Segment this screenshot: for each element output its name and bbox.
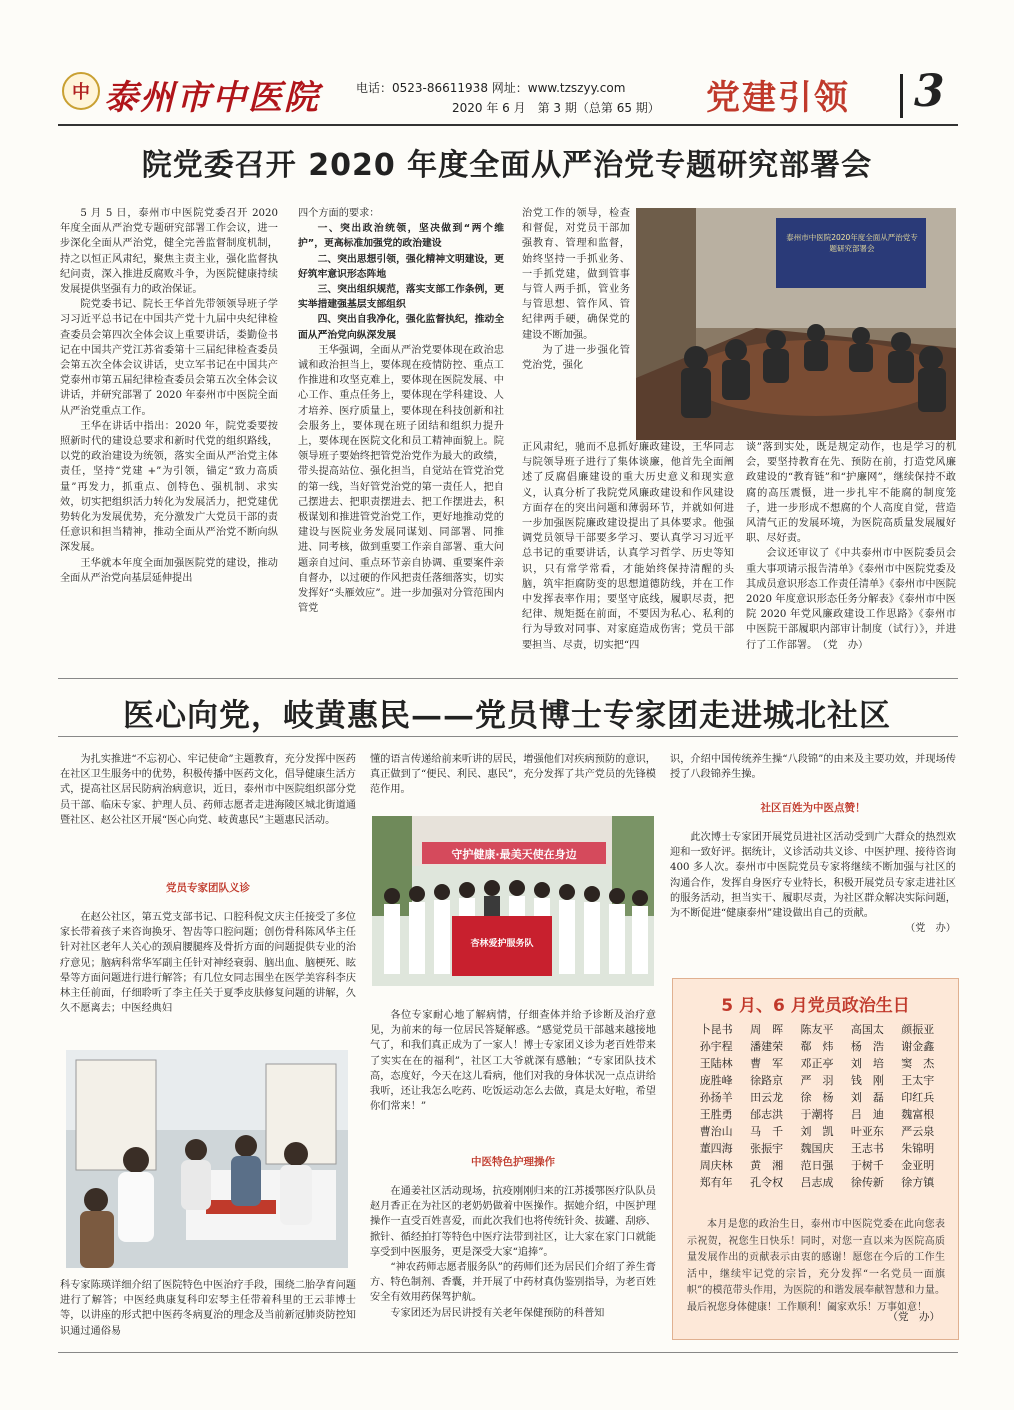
birthday-name: 朱锦明 bbox=[901, 1142, 935, 1155]
subhead-expert-clinic: 党员专家团队义诊 bbox=[166, 882, 250, 894]
clinic-photo-illustration bbox=[66, 1050, 348, 1268]
birthday-byline: （党 办） bbox=[887, 1311, 940, 1323]
birthday-name: 曹治山 bbox=[699, 1125, 733, 1138]
paragraph: 王华强调，全面从严治党要体现在政治忠诚和政治担当上，要体现在疫情防控、重点工作推进和攻坚克难上，要体现在医院发展、中心工作、重点任务上，要体现在学科建设、人才培养、医疗质量上，要体现在科技创新和社会服务上，要体现在班子团结和组织力提升上，要体现在医院文化和员工精神面貌上。院领导班子要始终把管党治党作为最大的政绩，带头提高站位、强化担当，自觉站在管党治党的第一线，当好管党治党的第一责任人，把自己摆进去、把职责摆进去、把工作摆进去，积极谋划和推进管党治党工作，更好地推动党的建设与医院业务发展同谋划、同部署、同推进、同考核，做到重要工作亲自部署、重大问题亲自过问、重点环节亲自协调、重要案件亲自督办，以过硬的作风把责任落细落实，切实发挥好“头雁效应”。进一步加强对分管范围内管党 bbox=[298, 344, 504, 615]
birthday-name: 王太宇 bbox=[901, 1074, 935, 1087]
birthday-name: 金亚明 bbox=[901, 1159, 935, 1172]
birthday-name: 潘建荣 bbox=[750, 1040, 784, 1053]
birthday-name: 印红兵 bbox=[901, 1091, 935, 1104]
paragraph: 为了进一步强化管党治党，强化 bbox=[522, 344, 630, 372]
requirement-2: 二、突出思想引领，强化精神文明建设，更好筑牢意识形态阵地 bbox=[298, 253, 504, 280]
logo-char: 中 bbox=[72, 82, 90, 103]
birthday-name: 刘 凯 bbox=[800, 1125, 834, 1138]
paragraph: 在赵公社区，第五党支部书记、口腔科倪文庆主任接受了多位家长带着孩子来咨询换牙、智齿等口腔问题；创伤骨科陈风华主任针对社区老年人关心的颈肩腰腿疼及骨折方面的问题提供专业的治疗意见；脑病科常华军副主任针对神经衰弱、脑出血、脑梗死、眩晕等方面问题进行进行解答；有几位女同志围坐在医学美容科李庆林主任前面，仔细聆听了李主任关于夏季皮肤修复问题的讲解，久久不愿离去；中医经典妇 bbox=[60, 912, 356, 1015]
birthday-name: 邓正亭 bbox=[800, 1057, 834, 1070]
birthday-name: 周庆林 bbox=[699, 1159, 733, 1172]
birthday-name: 庞胜峰 bbox=[699, 1074, 733, 1087]
birthday-name: 高国太 bbox=[850, 1023, 884, 1036]
article1-col2 bbox=[298, 206, 504, 672]
article2-sub3-text bbox=[670, 830, 956, 968]
paragraph: 此次博士专家团开展党员进社区活动受到广大群众的热烈欢迎和一致好评。据统计，义诊活动共义诊、中医护理、接待咨询 400 多人次。泰州市中医院党员专家将继续不断加强与社区的沟通合作，发挥自身医疗专业特长，积极开展党员专家走进社区的服务活动，担当实干、履职尽责，为社区群众解决实际问题，为不断促进“健康泰州”建设做出自己的贡献。 bbox=[670, 832, 956, 920]
paragraph: 会议还审议了《中共泰州市中医院委员会重大事项请示报告清单》《泰州市中医院党委及其成员意识形态工作责任清单》《泰州市中医院 2020 年度意识形态任务分解表》《泰州市中医院 2020 年党风廉政建设工作思路》《泰州市中医院干部履职内部审计制度（试行）》，并进行了工作部署。 （党 办） bbox=[746, 548, 956, 651]
birthday-name: 曹 军 bbox=[750, 1057, 784, 1070]
article2-col2-top bbox=[370, 752, 656, 814]
volunteer-group-photo bbox=[372, 816, 654, 986]
article1-col1 bbox=[60, 206, 278, 672]
article2-col3-top bbox=[670, 752, 956, 786]
paragraph: 懂的语言传递给前来听讲的居民，增强他们对疾病预防的意识，真正做到了“便民、利民、惠民”，充分发挥了共产党员的先锋模范作用。 bbox=[370, 754, 656, 796]
article2-title: 医心向党，岐黄惠民——党员博士专家团走进城北社区 bbox=[123, 698, 891, 734]
volunteer-banner-text: 守护健康·最美天使在身边 bbox=[451, 848, 577, 861]
birthday-name: 王志书 bbox=[850, 1142, 884, 1155]
article2-sub2-text bbox=[370, 1184, 656, 1344]
paragraph: 专家团还为居民讲授有关老年保健预防的科普知 bbox=[390, 1307, 605, 1319]
birthday-name: 杨 浩 bbox=[850, 1040, 884, 1053]
requirement-4: 四、突出自我净化，强化监督执纪，推动全面从严治党向纵深发展 bbox=[298, 314, 504, 341]
section-title: 党建引领 bbox=[706, 78, 850, 118]
clinic-photo bbox=[66, 1050, 348, 1268]
birthday-name: 吕志成 bbox=[800, 1176, 834, 1189]
subhead-community-praise: 社区百姓为中医点赞！ bbox=[760, 802, 866, 814]
birthday-name: 王陆林 bbox=[699, 1057, 733, 1070]
article2-sub1-text bbox=[60, 910, 356, 1046]
hospital-logo bbox=[62, 72, 100, 110]
birthday-name: 谢金鑫 bbox=[901, 1040, 935, 1053]
birthday-name: 徐路京 bbox=[750, 1074, 784, 1087]
masthead-info bbox=[356, 78, 660, 118]
paragraph: 在通姜社区活动现场，抗疫刚刚归来的江苏援鄂医疗队队员赵月香正在为社区的老奶奶做着中医操作。据她介绍，中医护理操作一直受百姓喜爱，而此次我们也将传统针灸、拔罐、刮痧、掀针、循经拍打等特色中医疗法带到社区，让大家在家门口就能享受到中医服务，更是深受大家“追捧”。 bbox=[370, 1186, 656, 1258]
paragraph: “神农药师志愿者服务队”的药师们还为居民们介绍了养生膏方、特色制剂、香囊，并开展了中药材真伪鉴别指导，为老百姓安全有效用药保驾护航。 bbox=[370, 1262, 656, 1304]
birthday-name: 严 羽 bbox=[800, 1074, 834, 1087]
article-divider bbox=[58, 678, 958, 679]
requirement-1: 一、突出政治统领，坚决做到“两个维护”，更高标准加强党的政治建设 bbox=[298, 223, 504, 250]
birthday-name: 邰志洪 bbox=[750, 1108, 784, 1121]
birthday-name: 范日强 bbox=[800, 1159, 834, 1172]
birthday-name: 于潮将 bbox=[800, 1108, 834, 1121]
birthday-name-grid bbox=[691, 1021, 943, 1191]
birthday-name: 于树千 bbox=[850, 1159, 884, 1172]
article2-intro bbox=[60, 752, 356, 872]
birthday-name: 马 千 bbox=[750, 1125, 784, 1138]
header-rule bbox=[58, 124, 958, 126]
article1-col4 bbox=[746, 440, 956, 672]
birthday-name: 周 晖 bbox=[750, 1023, 784, 1036]
birthday-name: 徐传新 bbox=[850, 1176, 884, 1189]
birthday-name: 严云泉 bbox=[901, 1125, 935, 1138]
birthday-name: 颜振亚 bbox=[901, 1023, 935, 1036]
birthday-name: 郑有年 bbox=[699, 1176, 733, 1189]
article1-col3-bottom bbox=[522, 440, 734, 672]
birthday-message bbox=[687, 1217, 945, 1316]
page-number: 3 bbox=[914, 66, 945, 117]
meeting-banner-text: 泰州市中医院2020年度全面从严治党专题研究部署会 bbox=[786, 233, 918, 253]
contact-line: 电话：0523-86611938 网址：www.tzszyy.com bbox=[356, 81, 626, 95]
birthday-name: 窦 杰 bbox=[901, 1057, 935, 1070]
party-birthday-box bbox=[672, 978, 959, 1340]
birthday-name: 董四海 bbox=[699, 1142, 733, 1155]
birthday-name: 孙宇程 bbox=[699, 1040, 733, 1053]
paragraph: 院党委书记、院长王华首先带领领导班子学习习近平总书记在中国共产党十九届中央纪律检查委员会第四次全体会议上重要讲话，娄勤俭书记在中国共产党江苏省委第十三届纪律检查委员会第五次全体会议讲话，史立军书记在中国共产党泰州市第五届纪律检查委员会第五次全体会议讲话，并研究部署了 2020 年泰州市中医院全面从严治党重点工作。 bbox=[60, 299, 278, 417]
subhead-tcm-nursing: 中医特色护理操作 bbox=[471, 1156, 555, 1168]
paragraph: 四个方面的要求： bbox=[298, 208, 380, 219]
birthday-name: 刘 磊 bbox=[850, 1091, 884, 1104]
volunteer-flag-text: 杏林爱护服务队 bbox=[470, 939, 534, 949]
birthday-title: 5 月、6 月党员政治生日 bbox=[721, 996, 910, 1016]
paragraph: 谈”落到实处，既是规定动作，也是学习的机会，要坚持教育在先、预防在前，打造党风廉政建设的“教育链”和“护廉网”，继续保持不敢腐的高压震慑，进一步扎牢不能腐的制度笼子，进一步形成不想腐的个人高度自觉，营造风清气正的发展环境，为医院高质量发展履好职、尽好责。 bbox=[746, 442, 956, 545]
birthday-name: 徐 杨 bbox=[800, 1091, 834, 1104]
paragraph: 5 月 5 日，泰州市中医院党委召开 2020 年度全面从严治党专题研究部署工作会议，进一步深化全面从严治党，健全完善监督制度机制，持之以恒正风肃纪，聚焦主责主业，强化监督执纪问责，深入推进反腐败斗争，为医院健康持续发展提供坚强有力的政治保证。 bbox=[60, 208, 278, 296]
paragraph: 王华就本年度全面加强医院党的建设，推动全面从严治党向基层延伸提出 bbox=[60, 557, 278, 584]
article2-col2-mid bbox=[370, 1008, 656, 1144]
paragraph: 本月是您的政治生日，泰州市中医院党委在此向您表示祝贺，祝您生日快乐！同时，对您一直以来为医院高质量发展作出的贡献表示由衷的感谢！愿您在今后的工作生活中，继续牢记党的宗旨，充分发挥“一名党员一面旗帜”的模范带头作用，为医院的和谐发展奉献智慧和力量。最后祝您身体健康！工作顺利！阖家欢乐！万事如意！ bbox=[687, 1219, 945, 1313]
birthday-name: 魏国庆 bbox=[800, 1142, 834, 1155]
birthday-name: 王胜勇 bbox=[699, 1108, 733, 1121]
header-divider bbox=[900, 74, 903, 118]
birthday-name: 黄 湘 bbox=[750, 1159, 784, 1172]
article2-col1-bottom bbox=[60, 1278, 356, 1342]
hospital-name: 泰州市中医院 bbox=[104, 78, 320, 118]
article1-title: 院党委召开 2020 年度全面从严治党专题研究部署会 bbox=[141, 148, 873, 183]
footer-rule bbox=[58, 1352, 958, 1353]
birthday-name: 吕 迪 bbox=[850, 1108, 884, 1121]
birthday-name: 孔令权 bbox=[750, 1176, 784, 1189]
article1-col3-top bbox=[522, 206, 630, 442]
paragraph: 为扎实推进“不忘初心、牢记使命”主题教育，充分发挥中医药在社区卫生服务中的优势，积极传播中医药文化，倡导健康生活方式，提高社区居民防病治病意识，近日，泰州市中医院组织部分党员干部、临床专家、护理人员、药师志愿者走进海陵区城北街道通暨社区、赵公社区开展“医心向党、岐黄惠民”主题惠民活动。 bbox=[60, 754, 356, 826]
birthday-name: 郗 炜 bbox=[800, 1040, 834, 1053]
issue-line: 2020 年 6 月 第 3 期（总第 65 期） bbox=[452, 101, 660, 115]
requirement-3: 三、突出组织规范，落实支部工作条例，更实举措建强基层支部组织 bbox=[298, 284, 504, 311]
paragraph: 王华在讲话中指出：2020 年，院党委要按照新时代的建设总要求和新时代党的组织路线，以党的政治建设为统领，落实全面从严治党主体责任，坚持“党建 +”为引领，锚定“致力高质量”再发力，抓重点、创特色、强机制、求实效，切实把组织活力转化为发展活力，把党建优势转化为发展优势，充分激发广大党员干部的责任意识和担当精神，推动全面从严治党不断向纵深发展。 bbox=[60, 420, 278, 554]
paragraph: 正风肃纪，驰而不息抓好廉政建设，王华同志与院领导班子进行了集体谈廉，他首先全面阐述了反腐倡廉建设的重大历史意义和现实意义，认真分析了我院党风廉政建设和作风建设方面存在的突出问题和薄弱环节，并就如何进一步加强医院廉政建设提出了具体要求。他强调党员领导干部要多学习、要认真学习习近平总书记的重要讲话，认真学习哲学、历史等知识，只有常学常看，才能始终保持清醒的头脑，筑牢拒腐防变的思想道德防线，并在工作中发挥表率作用；要坚守底线，履职尽责，把纪律、规矩挺在前面，不要因为私心、私利的行为导致对同事、对家庭造成伤害；党员干部要担当、尽责，切实把“四 bbox=[522, 442, 734, 651]
birthday-name: 叶亚东 bbox=[850, 1125, 884, 1138]
meeting-photo bbox=[636, 208, 956, 440]
birthday-name: 田云龙 bbox=[750, 1091, 784, 1104]
paragraph: 识，介绍中国传统养生操“八段锦”的由来及主要功效，并现场传授了八段锦养生操。 bbox=[670, 754, 956, 781]
article2-rule bbox=[58, 736, 958, 737]
birthday-name: 魏富根 bbox=[901, 1108, 935, 1121]
birthday-name: 陈友平 bbox=[800, 1023, 834, 1036]
paragraph: 各位专家耐心地了解病情，仔细查体并给予诊断及治疗意见，为前来的每一位居民答疑解惑。“感觉党员干部越来越接地气了，和我们真正成为了一家人！博士专家团义诊为老百姓带来了实实在在的福利”，社区工大爷就深有感触；“专家团队技术高，态度好，今天在这儿看病，他们对我的身体状况一点点讲给我听，还让我怎么吃药、吃饭运动怎么去做，真是太好啦，希望你们常来！” bbox=[370, 1010, 656, 1113]
paragraph: 治党工作的领导，检查和督促，对党员干部加强教育、管理和监督，始终坚持一手抓业务、一手抓党建，做到管事与管人两手抓，管业务与管思想、管作风、管纪律两手硬，确保党的建设不断加强。 bbox=[522, 208, 630, 341]
birthday-name: 张振宇 bbox=[750, 1142, 784, 1155]
birthday-name: 卜昆书 bbox=[699, 1023, 733, 1036]
birthday-name: 钱 刚 bbox=[850, 1074, 884, 1087]
birthday-name: 徐方镇 bbox=[901, 1176, 935, 1189]
paragraph: 科专家陈瑛详细介绍了医院特色中医治疗手段，围绕二胎孕育问题进行了解答；中医经典康复科印宏琴主任带着科里的王云菲博士等，以讲座的形式把中医药冬病夏治的理念及当前新冠肺炎防控知识通过通俗易 bbox=[60, 1280, 356, 1337]
byline: （党 办） bbox=[905, 923, 956, 935]
birthday-name: 孙扬羊 bbox=[699, 1091, 733, 1104]
volunteer-photo-illustration bbox=[372, 816, 654, 986]
birthday-name: 刘 培 bbox=[850, 1057, 884, 1070]
